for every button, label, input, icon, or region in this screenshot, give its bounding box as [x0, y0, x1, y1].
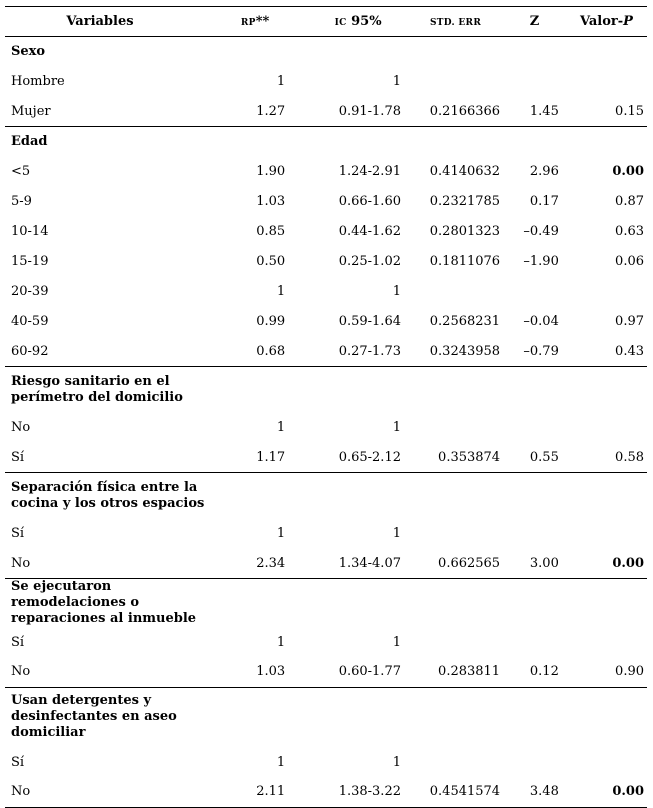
std-err-value: 0.283811: [438, 664, 501, 680]
p-value: [559, 413, 647, 443]
group-row: [5, 37, 647, 67]
p-value: 0.90: [615, 664, 644, 680]
table-row: [5, 777, 647, 807]
z-value: 3.48: [500, 777, 559, 807]
p-value-significant: 0.00: [612, 164, 644, 179]
rp-value: 1: [276, 420, 286, 435]
rp-value: 0.99: [256, 314, 286, 329]
p-value: [559, 277, 647, 307]
ic-suffix: 95%: [351, 14, 382, 29]
rp-value: 1.27: [256, 103, 286, 119]
p-value: [559, 549, 647, 579]
rp-value: 1.03: [256, 664, 286, 680]
group-label: Riesgo sanitario en el perímetro del domicilio: [11, 373, 183, 405]
rp-marks: **: [255, 14, 270, 29]
rp-value: 2.34: [256, 555, 286, 571]
z-value: 1.45: [529, 103, 559, 119]
rp-value: 0.85: [256, 224, 286, 239]
group-row: [5, 367, 647, 413]
z-value: –0.04: [523, 314, 559, 329]
z-value: [500, 747, 559, 777]
std-err-value: [401, 277, 500, 307]
results-table: [5, 6, 647, 808]
ic-value: 1.24-2.91: [338, 164, 401, 179]
row-name: <5: [11, 164, 31, 179]
p-value-significant: 0.00: [612, 784, 644, 800]
z-value: [500, 627, 559, 657]
group-label: Separación física entre la cocina y los otros espacios: [11, 479, 205, 511]
group-label-cell: [5, 127, 647, 157]
table-row: [5, 519, 647, 549]
ic-value: 0.65-2.12: [338, 449, 401, 465]
z-value: [500, 277, 559, 307]
table-row: [5, 443, 647, 473]
row-name: Hombre: [11, 74, 65, 89]
std-err-value: [401, 747, 500, 777]
z-value: 3.00: [529, 555, 559, 571]
std-err-value: 0.4541574: [401, 777, 500, 807]
std-err-value: [401, 413, 500, 443]
ic-value: 0.27-1.73: [338, 343, 401, 359]
rp-value: 1: [276, 754, 286, 770]
group-label-cell: [5, 367, 647, 413]
z-value: 2.96: [529, 164, 559, 179]
p-value: 0.58: [615, 449, 644, 465]
p-value: 0.15: [615, 103, 644, 119]
ic-value: 0.91-1.78: [338, 103, 401, 119]
table-row: [5, 747, 647, 777]
rp-value: 1.90: [256, 164, 286, 179]
col-header-std-err: [401, 7, 500, 37]
table-row: [5, 187, 647, 217]
std-err-value: 0.4140632: [429, 164, 501, 179]
z-value: 0.12: [529, 664, 559, 680]
std-err-value: 0.2166366: [429, 103, 501, 119]
rp-value: 1.17: [256, 449, 286, 465]
p-value: [559, 777, 647, 807]
z-value: [500, 519, 559, 549]
std-err-value: [401, 627, 500, 657]
col-header-valor-p: [559, 7, 647, 37]
p-value: [559, 747, 647, 777]
ic-value: 0.66-1.60: [338, 194, 401, 209]
p-value-significant: 0.00: [612, 555, 644, 571]
p-value: [559, 519, 647, 549]
std-err-label: STD. ERR: [429, 18, 482, 28]
group-label-cell: [5, 473, 647, 519]
table-row: [5, 627, 647, 657]
rp-value: 1: [276, 634, 286, 650]
table-row: [5, 157, 647, 187]
table-row: [5, 97, 647, 127]
row-name: No: [5, 777, 195, 807]
group-row: [5, 687, 647, 747]
z-value: –0.49: [523, 224, 559, 239]
ic-value: 1.34-4.07: [338, 555, 401, 571]
p-value: [559, 157, 647, 187]
group-row: [5, 473, 647, 519]
table-row: [5, 217, 647, 247]
p-value: 0.63: [615, 224, 644, 239]
table-row: [5, 67, 647, 97]
std-err-value: 0.2801323: [429, 224, 501, 239]
z-value: [500, 67, 559, 97]
std-err-value: 0.2321785: [429, 194, 501, 209]
row-name: 40-59: [11, 314, 49, 329]
row-name: Sí: [11, 634, 25, 650]
z-value: 0.55: [529, 449, 559, 465]
std-err-value: 0.3243958: [429, 343, 501, 359]
group-label-cell: [5, 37, 647, 67]
row-name: 60-92: [11, 343, 49, 359]
ic-value: 1: [392, 74, 401, 89]
group-label-cell: [5, 687, 647, 747]
group-label: Se ejecutaron remodelaciones o reparaciones al inmueble: [11, 579, 197, 626]
std-err-value: 0.662565: [438, 555, 501, 571]
group-label: Sexo: [11, 43, 46, 59]
ic-label: IC: [334, 18, 347, 28]
col-header-z: Z: [500, 7, 559, 37]
table-row: [5, 247, 647, 277]
std-err-value: [401, 67, 500, 97]
rp-value: 1: [276, 526, 286, 541]
std-err-value: 0.2568231: [429, 314, 501, 329]
valor-p-italic: P: [623, 14, 633, 29]
z-value: [500, 413, 559, 443]
rp-value: 0.50: [256, 254, 286, 269]
row-name: 20-39: [11, 284, 49, 299]
ic-value: 1.38-3.22: [285, 777, 401, 807]
row-name: No: [11, 420, 31, 435]
rp-value: 1: [276, 284, 286, 299]
ic-value: 1: [392, 526, 401, 541]
p-value: 0.43: [615, 343, 644, 359]
row-name: 10-14: [11, 224, 49, 239]
p-value: 0.97: [615, 314, 644, 329]
ic-value: 0.59-1.64: [338, 314, 401, 329]
rp-value: 2.11: [195, 777, 285, 807]
col-header-rp: [195, 7, 285, 37]
z-value: –0.79: [523, 343, 559, 359]
rp-value: 1: [276, 74, 286, 89]
ic-value: 0.44-1.62: [338, 224, 401, 239]
p-value: 0.06: [615, 254, 644, 269]
row-name: Sí: [11, 526, 25, 541]
rp-label: RP: [240, 18, 256, 28]
row-name: No: [11, 555, 31, 571]
rp-value: 0.68: [256, 343, 286, 359]
col-header-variables: Variables: [5, 7, 195, 37]
z-value: –1.90: [523, 254, 559, 269]
row-name: 5-9: [11, 194, 32, 209]
std-err-value: [401, 519, 500, 549]
col-header-ic: [285, 7, 401, 37]
ic-value: 1: [392, 420, 401, 435]
table-row: [5, 337, 647, 367]
std-err-value: 0.1811076: [429, 254, 501, 269]
group-row: [5, 579, 647, 628]
ic-value: 1: [392, 754, 401, 770]
group-row: [5, 127, 647, 157]
ic-value: 0.60-1.77: [338, 664, 401, 680]
p-value: 0.87: [615, 194, 644, 209]
row-name: Mujer: [11, 103, 51, 119]
table-body: [5, 37, 647, 808]
table-row: [5, 657, 647, 687]
table-row: [5, 413, 647, 443]
std-err-value: 0.353874: [438, 449, 501, 465]
row-name: No: [11, 664, 31, 680]
valor-label: Valor-: [579, 14, 624, 29]
p-value: [559, 627, 647, 657]
ic-value: 0.25-1.02: [338, 254, 401, 269]
row-name: 15-19: [11, 254, 49, 269]
ic-value: 1: [392, 634, 401, 650]
header-row: [5, 7, 647, 37]
row-name: Sí: [11, 449, 25, 465]
table-row: [5, 307, 647, 337]
group-label: Usan detergentes y desinfectantes en aseo domiciliar: [11, 693, 177, 741]
table-row: [5, 549, 647, 579]
row-name: Sí: [11, 754, 25, 770]
group-label: Edad: [11, 133, 48, 149]
table-row: [5, 277, 647, 307]
ic-value: 1: [392, 284, 401, 299]
rp-value: 1.03: [256, 194, 286, 209]
z-value: 0.17: [529, 194, 559, 209]
group-label-cell: [5, 579, 647, 628]
p-value: [559, 67, 647, 97]
